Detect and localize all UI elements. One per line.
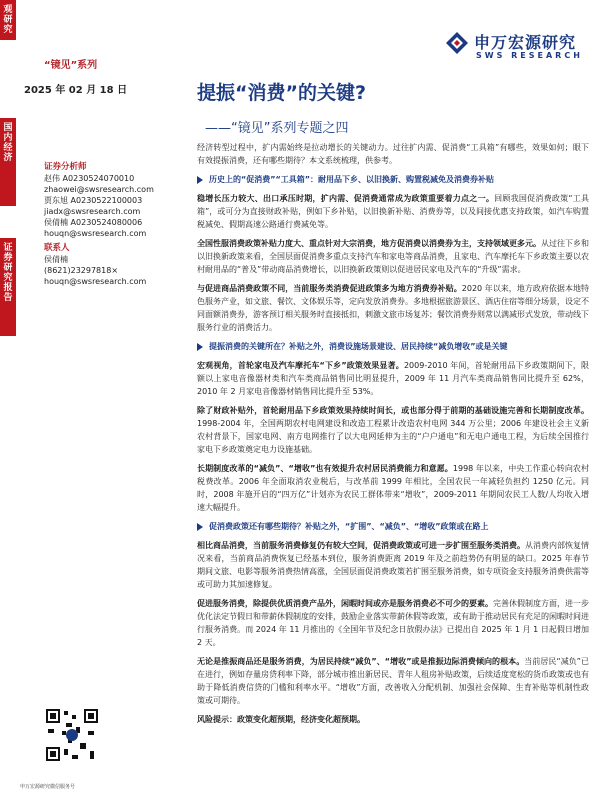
footer-caption: 申万宏源研究微信服务号	[20, 784, 76, 790]
strip-char: 究	[3, 25, 13, 35]
report-date: 2025 年 02 月 18 日	[24, 85, 128, 96]
report-subtitle: ——“镜见”系列专题之四	[205, 121, 349, 136]
section-heading-2: 提振消费的关键所在？补贴之外，消费设施场景建设、居民持续“减负增收”或是关键	[197, 340, 589, 353]
body-paragraph: 长期制度改革的“减负”、“增收”也有效提升农村居民消费能力和意愿。1998 年以来，中央工作重心转向农村税费改革。2006 年全面取消农业税后，与改革前 1999 年相比，全国农民一年减轻负担约 1250 亿元。同时，2008 年施开启的“四万亿”计划亦为农民工群体带来“增收”，2009-2011 年期间农民工人数/人均收入增速大幅提升。	[197, 464, 590, 512]
brand-name-cn: 申万宏源研究	[474, 33, 577, 52]
body-paragraph: 除了财政补贴外，首轮耐用品下乡政策效果持续时间长，或也部分得于前期的基础设施完善和长期制度改革。1998-2004 年，全国两期农村电网建设和改造工程累计改造农村电网 344 万公里；2006 年建设社会主义新农村背景下，国家电网、南方电网推行了以大电网延伸为主的“户户通电”和无电户通电工程，为后续全国推行家电下乡政策奠定电力设施基础。	[197, 406, 589, 454]
body-paragraph: 与促进商品消费政策不同，当前服务类消费促进政策多为地方消费券补贴。2020 年以来，地方政府依据本地特色服务产业，如文旅、餐饮、文体娱乐等，定向发放消费券。多地根据旅游景区、酒店住宿等细分场景，设定不同面额消费券，游客预订相关服务时直接抵扣，刺激文旅市场复苏；餐饮消费券则常以满减形式发放，带动线下服务行业的消费活力。	[197, 284, 589, 332]
report-title: 提振“消费”的关键?	[197, 82, 366, 104]
body-paragraph: 宏观视角，首轮家电及汽车摩托车“下乡”政策效果显著。2009-2010 年间，首轮耐用品下乡政策期间下，限额以上家电音像器材类和汽车类商品销售同比明显提升，2009 年 11 月汽车类商品销售同比提升至 62%，2010 年 2 月家电音像器材销售同比提升至 53%。	[197, 361, 589, 396]
contact-heading: 联系人	[44, 243, 70, 253]
analyst-heading: 证券分析师	[44, 162, 87, 172]
contact-line: 侯倩楠	[44, 255, 68, 264]
strip-char: 经	[3, 143, 13, 153]
body-paragraph: 无论是推振商品还是服务消费，为居民持续“减负”、“增收”或是推振边际消费倾向的根本。当前居民“减负”已在进行，例如存量房贷利率下降，部分城市推出新居民、青年人租房补贴政策，后续适度宽松的货币政策或也有助于降低消费信贷的门槛和利率水平。“增收”方面，改善收入分配机制、加强社会保障、生育补贴等机制性政策或可期待。	[197, 657, 589, 705]
strip-char: 研	[3, 263, 13, 273]
body-paragraph: 全国性服消费政策补贴力度大、重点针对大宗消费，地方促消费以消费券为主，支持领域更多元。从过往下乡和以旧换新政策来看，全国层面促消费多重点支持汽车和家电等商品消费，且家电、汽车摩托车下乡政策主要以农村耐用品的“普及”带动商品消费增长，以旧换新政策则以促进居民家电及汽车的“升级”需求。	[197, 239, 589, 274]
strip-char: 内	[3, 133, 13, 143]
strip-char: 观	[3, 5, 13, 15]
intro-paragraph: 经济转型过程中，扩内需始终是拉动增长的关键动力。过往扩内需、促消费“工具箱”有哪些，效果如何；眼下有效提振消费，还有哪些期待？本文系统梳理，供参考。	[197, 143, 589, 165]
brand-mark-icon	[444, 30, 470, 56]
section-heading-3: 促消费政策还有哪些期待？补贴之外，“扩围”、“减负”、“增收”政策或在路上	[197, 520, 589, 533]
analyst-line: 贾东旭 A0230522100003	[44, 196, 143, 205]
strip-char: 国	[3, 123, 13, 133]
body-paragraph: 促进服务消费，除提供优质消费产品外，闲暇时间或亦是服务消费必不可少的要素。完善休假制度方面，进一步优化法定节假日和带薪休假制度的安排，鼓励企业落实带薪休假等政策，或有助于推动居民有充足的闲暇时间进行服务消费。而 2024 年 11 月推出的《全国年节及纪念日放假办法》已提出自 2025 年 1 月 1 日起假日增加 2 天。	[197, 599, 589, 647]
report-body	[197, 141, 589, 732]
analyst-panel	[44, 162, 184, 287]
strip-char: 究	[3, 273, 13, 283]
side-strip-top	[0, 0, 16, 40]
contact-line: houqn@swsresearch.com	[44, 277, 147, 286]
strip-char: 报	[3, 283, 13, 293]
section-heading-1: 历史上的“促消费”“工具箱”：耐用品下乡、以旧换新、购置税减免及消费券补贴	[197, 173, 589, 186]
contact-line: (8621)23297818×	[44, 266, 119, 275]
series-label: “镜见”系列	[44, 60, 98, 71]
analyst-line: houqn@swsresearch.com	[44, 229, 147, 238]
analyst-line: jiadx@swsresearch.com	[44, 207, 141, 216]
analyst-line: zhaowei@swsresearch.com	[44, 185, 154, 194]
strip-char: 券	[3, 253, 13, 263]
body-paragraph: 稳增长压力较大、出口承压时期，扩内需、促消费通常成为政策重要着力点之一。回顾我国促消费政策“工具箱”，或可分为直接财政补贴，例如下乡补贴，以旧换新补贴、消费券等，以及间接优惠支持政策，如汽车购置税减免、假期高速公路通行费减免等。	[197, 194, 589, 229]
risk-note: 风险提示：政策变化超预期，经济变化超预期。	[197, 715, 365, 724]
qr-code-icon	[44, 707, 100, 763]
strip-char: 告	[3, 293, 13, 303]
analyst-line: 赵伟 A0230524070010	[44, 174, 135, 183]
side-strip-report-type	[0, 238, 16, 336]
brand-name-en: SWS RESEARCH	[476, 51, 583, 60]
brand-logo	[444, 28, 594, 68]
strip-char: 济	[3, 153, 13, 163]
body-paragraph: 相比商品消费，当前服务消费修复仍有较大空间，促消费政策或可进一步扩围至服务类消费。从消费内部恢复情况来看，当前商品消费恢复已经基本到位，服务消费距离 2019 年及之前趋势仍有明显的缺口。2025 年春节期间文旅、电影等服务消费热情高涨，全国层面促消费政策若扩围至服务消费，如专项资金支持服务消费供需等或可助力其加速修复。	[197, 541, 589, 589]
analyst-line: 侯倩楠 A0230524080006	[44, 218, 143, 227]
strip-char: 研	[3, 15, 13, 25]
strip-char: 证	[3, 243, 13, 253]
side-strip-category	[0, 118, 16, 206]
